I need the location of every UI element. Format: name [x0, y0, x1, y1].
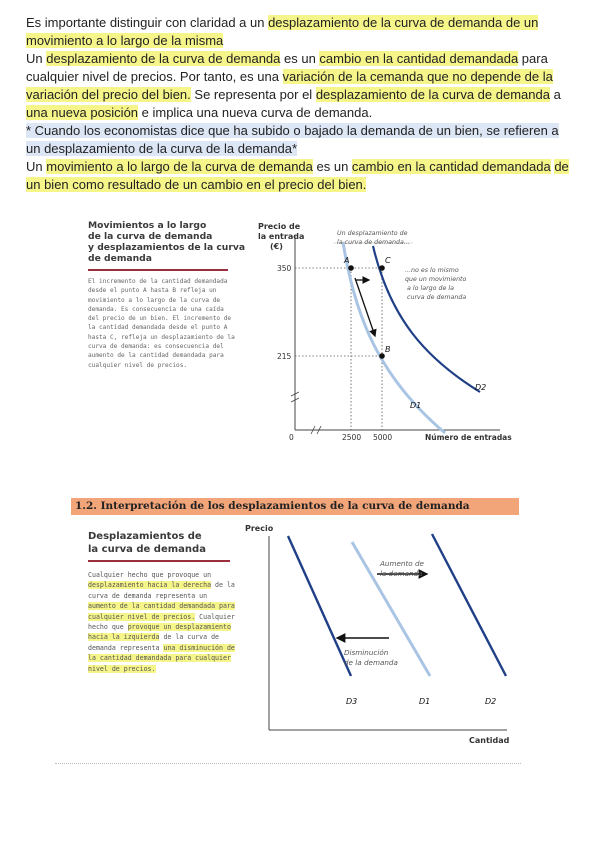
p1-text: Es importante distinguir con claridad a un — [26, 15, 269, 30]
y-label-line-3: (€) — [270, 242, 283, 251]
figure1-title-line-3: y desplazamientos de la curva — [88, 242, 246, 253]
tick-2500: 2500 — [342, 433, 362, 442]
notes-text — [26, 14, 574, 194]
note-move-line-2: que un movimiento — [405, 276, 467, 283]
page-cut-line — [55, 763, 521, 766]
p2-highlight-2: cambio en la cantidad demandada — [319, 51, 519, 66]
y-label-line-2: la entrada — [258, 232, 305, 241]
p2-highlight-4: desplazamiento de la curva de demanda — [315, 87, 550, 102]
y-label-line-1: Precio de — [258, 222, 301, 231]
fig2-x-axis-label: Cantidad — [469, 736, 510, 745]
figure2-graph — [55, 484, 529, 762]
decrease-label-line-2: de la demanda — [344, 658, 398, 667]
p1-highlight: desplazamiento de la curva de demanda de un movimiento a lo largo de la misma — [26, 15, 539, 48]
p2-text-f: e implica una nueva curva de demanda. — [138, 105, 373, 120]
note-shift-line-2: la curva de demanda... — [337, 239, 410, 246]
figure2-title-line-2: la curva de demanda — [88, 544, 206, 555]
fig2-desc-d: de la curva de demanda representa — [88, 633, 220, 652]
fig2-desc-highlight-2: aumento de la cantidad demandada para cualquier nivel de precios. — [88, 602, 235, 621]
p3-highlight: * Cuando los economistas dice que ha subido o bajado la demanda de un bien, se refieren a un desplazamiento de la curva de la demanda* — [26, 123, 559, 156]
x-axis-label: Número de entradas — [425, 433, 512, 442]
figure2-header: 1.2. Interpretación de los desplazamientos de la curva de demanda — [71, 498, 519, 515]
label-d2-fig2: D2 — [485, 697, 497, 706]
p2-text-d: Se representa por el — [190, 87, 316, 102]
figure1-title-line-2: de la curva de demanda — [88, 231, 213, 242]
demand-curve-d2-fig2 — [432, 534, 506, 676]
paragraph-3 — [26, 122, 574, 158]
p4-highlight-2: cambio en la cantidad demandada — [351, 159, 551, 174]
increase-label-line-1: Aumento de — [380, 559, 424, 568]
note-move-line-3: a lo largo de la — [407, 285, 454, 292]
point-a — [348, 265, 354, 271]
label-d3: D3 — [346, 697, 358, 706]
tick-5000: 5000 — [373, 433, 393, 442]
p4-highlight-1: movimiento a lo largo de la curva de demanda — [46, 159, 313, 174]
label-point-c: C — [385, 256, 391, 265]
fig2-desc-b: de la curva de demanda representa un — [88, 581, 235, 600]
p2-highlight-5: una nueva posición — [26, 105, 139, 120]
fig2-desc-highlight-1: desplazamiento hacia la derecha — [88, 581, 212, 590]
figure1-title-line-1: Movimientos a lo largo — [88, 220, 207, 231]
paragraph-4 — [26, 158, 574, 194]
note-move-line-4: curva de demanda — [407, 294, 467, 301]
fig2-desc-c: Cualquier hecho que — [88, 612, 235, 632]
fig2-desc-highlight-3: provoque un desplazamiento hacia la izquierda — [88, 623, 231, 642]
note-shift-line-1: Un desplazamiento de — [337, 230, 408, 237]
tick-350: 350 — [277, 264, 292, 273]
point-b — [379, 353, 385, 359]
p2-text-a: Un — [26, 51, 47, 66]
label-d1-fig2: D1 — [419, 697, 431, 706]
p4-highlight-3: de un bien como resultado de un cambio en el precio del bien. — [26, 159, 569, 192]
fig2-desc-highlight-4: una disminución de la cantidad demandada para cualquier nivel de precios. — [88, 643, 235, 673]
figure-demand-shifts — [55, 484, 529, 762]
fig2-y-axis-label: Precio — [245, 524, 274, 533]
fig2-desc-a: Cualquier hecho que provoque un — [88, 571, 212, 579]
figure1-graph — [55, 208, 521, 458]
figure-movement-vs-shift — [55, 208, 521, 458]
paragraph-1 — [26, 14, 574, 50]
p2-text-b: es un — [280, 51, 320, 66]
p2-text-c: para cualquier nivel de precios. Por tanto, es una — [26, 51, 548, 84]
label-d1: D1 — [410, 401, 422, 410]
figure2-title-line-1: Desplazamientos de — [88, 531, 202, 542]
paragraph-2 — [26, 50, 574, 122]
p2-highlight-3: variación de la cemanda que no depende de la variación del precio del bien. — [26, 69, 553, 102]
p4-text-a: Un — [26, 159, 47, 174]
point-c — [379, 265, 385, 271]
p2-highlight-1: desplazamiento de la curva de demanda — [46, 51, 281, 66]
label-point-a: A — [344, 256, 350, 265]
label-point-b: B — [385, 345, 391, 354]
tick-215: 215 — [277, 352, 292, 361]
note-move-line-1: ...no es lo mismo — [405, 267, 459, 274]
label-d2: D2 — [475, 383, 487, 392]
figure1-title-line-4: de demanda — [88, 253, 152, 264]
decrease-label-line-1: Disminución — [344, 648, 389, 657]
p2-text-e: a — [549, 87, 561, 102]
tick-origin: 0 — [289, 433, 294, 442]
demand-curve-d3 — [288, 536, 351, 676]
increase-label-line-2: la demanda — [380, 569, 423, 578]
figure1-description: El incremento de la cantidad demandada desde el punto A hasta B refleja un movimiento a lo largo de la curva de demanda. Es consecuencia de una caída del precio de un bien. El incremento de la cantidad demandada desde el punto A hasta C, refleja un desplazamiento de la curva de demanda: es consecuencia del aumento de la cantidad demandada para cualquier nivel de precios. — [88, 278, 235, 369]
p4-text-b: es un — [312, 159, 352, 174]
